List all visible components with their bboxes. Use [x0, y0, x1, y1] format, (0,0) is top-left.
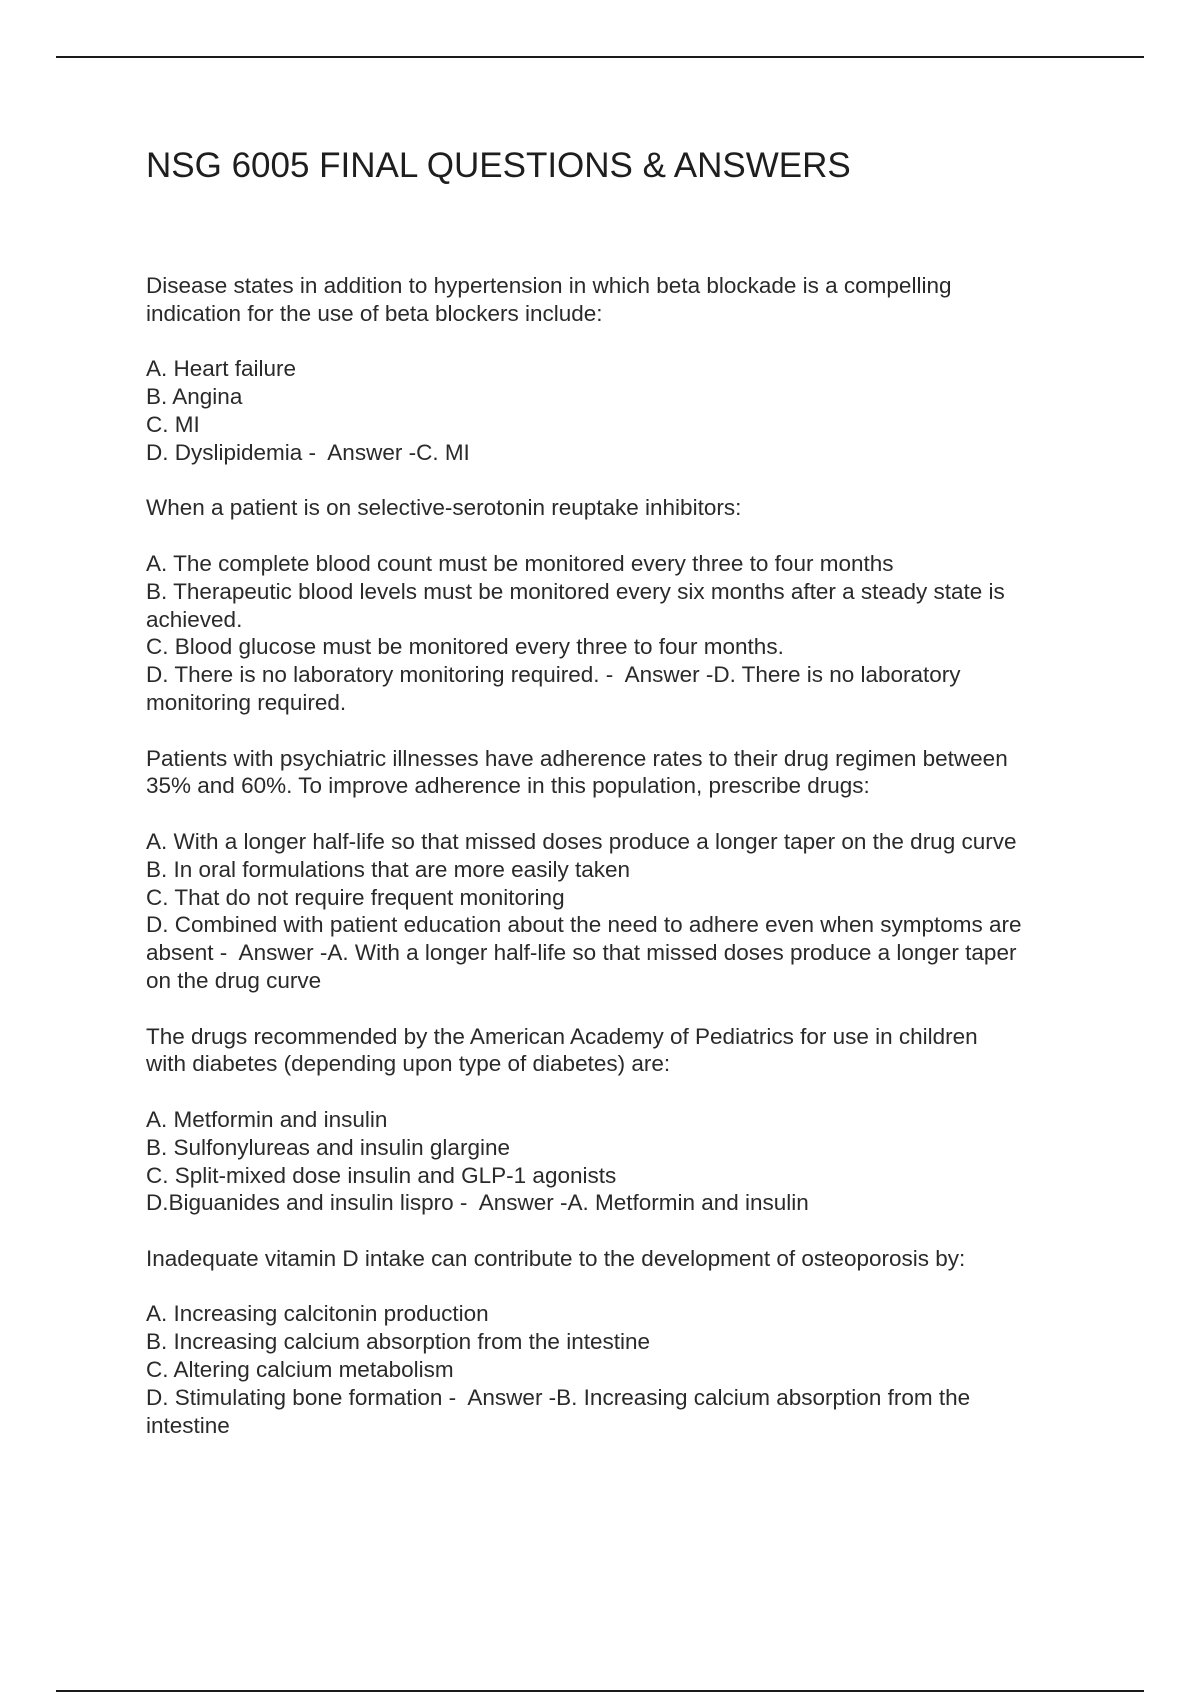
option-line: D. Stimulating bone formation - Answer -B. Increasing calcium absorption from the: [146, 1384, 971, 1410]
answer-options: [146, 828, 1106, 995]
option-line: B. Increasing calcium absorption from the intestine: [146, 1329, 650, 1355]
answer-options: [146, 550, 1106, 717]
prompt-line: with diabetes (depending upon type of diabetes) are:: [146, 1051, 671, 1077]
question-prompt: [146, 1245, 1106, 1273]
option-line: D.Biguanides and insulin lispro - Answer -A. Metformin and insulin: [146, 1190, 809, 1216]
option-line: D. There is no laboratory monitoring required. - Answer -D. There is no laboratory: [146, 662, 961, 688]
option-line: D. Combined with patient education about the need to adhere even when symptoms are: [146, 912, 1022, 938]
option-line: C. Blood glucose must be monitored every three to four months.: [146, 634, 784, 660]
option-line: on the drug curve: [146, 967, 322, 993]
bottom-rule: [56, 1690, 1144, 1692]
option-line: A. Heart failure: [146, 356, 297, 382]
question-list: [146, 272, 1106, 1467]
prompt-line: Disease states in addition to hypertension in which beta blockade is a compelling: [146, 273, 952, 298]
option-line: C. MI: [146, 411, 200, 437]
option-line: monitoring required.: [146, 689, 347, 715]
option-line: C. Altering calcium metabolism: [146, 1357, 454, 1383]
prompt-line: The drugs recommended by the American Academy of Pediatrics for use in children: [146, 1023, 978, 1049]
question-prompt: [146, 272, 1106, 328]
page-title: NSG 6005 FINAL QUESTIONS & ANSWERS: [146, 146, 851, 185]
option-line: A. Increasing calcitonin production: [146, 1301, 489, 1327]
option-line: B. Therapeutic blood levels must be monitored every six months after a steady state is: [146, 578, 1005, 604]
top-rule: [56, 56, 1144, 58]
prompt-line: 35% and 60%. To improve adherence in this population, prescribe drugs:: [146, 773, 870, 799]
option-line: C. Split-mixed dose insulin and GLP-1 agonists: [146, 1162, 617, 1188]
option-line: absent - Answer -A. With a longer half-life so that missed doses produce a longer taper: [146, 940, 1017, 966]
prompt-line: Inadequate vitamin D intake can contribute to the development of osteoporosis by:: [146, 1245, 966, 1271]
option-line: D. Dyslipidemia - Answer -C. MI: [146, 439, 470, 465]
prompt-line: indication for the use of beta blockers include:: [146, 300, 603, 326]
answer-options: [146, 1106, 1106, 1217]
option-line: A. Metformin and insulin: [146, 1106, 388, 1132]
question-prompt: [146, 745, 1106, 801]
option-line: A. With a longer half-life so that missed doses produce a longer taper on the drug curve: [146, 828, 1017, 854]
option-line: C. That do not require frequent monitoring: [146, 884, 565, 910]
answer-options: [146, 355, 1106, 466]
option-line: B. In oral formulations that are more easily taken: [146, 856, 630, 882]
option-line: B. Sulfonylureas and insulin glargine: [146, 1134, 510, 1160]
prompt-line: When a patient is on selective-serotonin reuptake inhibitors:: [146, 495, 742, 521]
option-line: achieved.: [146, 606, 243, 632]
question-prompt: [146, 1023, 1106, 1079]
answer-options: [146, 1300, 1106, 1439]
option-line: B. Angina: [146, 384, 243, 410]
question-prompt: [146, 494, 1106, 522]
option-line: intestine: [146, 1412, 230, 1438]
prompt-line: Patients with psychiatric illnesses have adherence rates to their drug regimen between: [146, 745, 1008, 771]
option-line: A. The complete blood count must be monitored every three to four months: [146, 550, 894, 576]
